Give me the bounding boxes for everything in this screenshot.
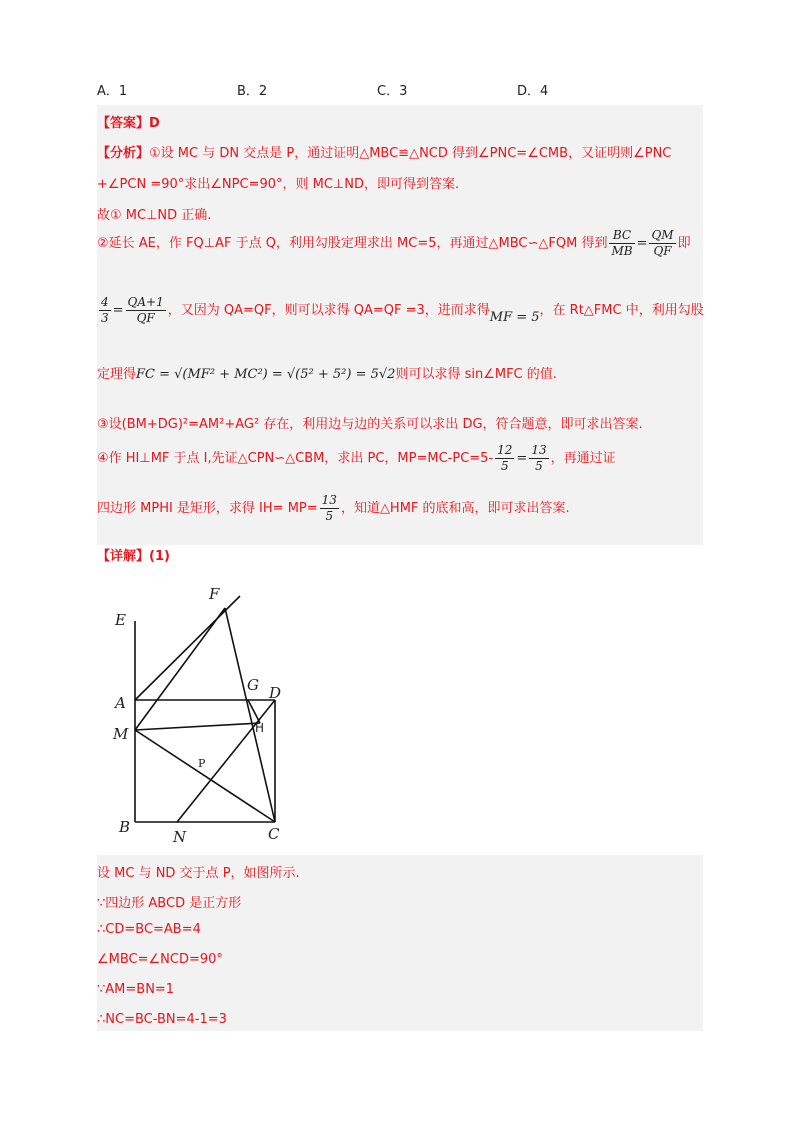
analysis-label: 【分析】 <box>97 146 150 161</box>
fraction-13-5-b: $\frac{13}{5}$ <box>321 493 337 523</box>
geometry-diagram <box>97 573 307 847</box>
analysis-line-7: ③设(BM+DG)²=AM²+AG² 存在，利用边与边的关系可以求出 DG，符合题意，即可求出答案. <box>97 417 643 432</box>
detail-line <box>97 545 170 564</box>
solution-line-2: ∵四边形 ABCD 是正方形 <box>97 896 242 911</box>
analysis-line-2: +∠PCN =90°求出∠NPC=90°，则 MC⊥ND，即可得到答案. <box>97 177 460 192</box>
label-f: F <box>209 585 220 603</box>
fraction-qm-qf: $\frac{QM}{QF}$ <box>651 228 674 258</box>
analysis-line-5: $\frac{4}{3}$ = $\frac{QA+1}{QF}$ ，又因为 QA=QF，则可以求得 QA=QF =3，进而求得MF = 5，在 Rt△FMC 中，利用勾股 <box>101 295 704 325</box>
fc-equation: FC = √(MF² + MC²) = √(5² + 5²) = 5√2 <box>136 367 396 382</box>
line-mh <box>135 723 260 730</box>
label-c: C <box>268 825 280 843</box>
detail-value: (1) <box>149 549 170 564</box>
fraction-bc-mb: $\frac{BC}{MB}$ <box>611 228 633 258</box>
answer-line <box>97 112 160 131</box>
label-b: B <box>119 818 131 836</box>
analysis-line-8: ④作 HI⊥MF 于点 I,先证△CPN∽△CBM，求出 PC，MP=MC-PC=5- $\frac{12}{5}$ = $\frac{13}{5}$ ，再通过证 <box>97 443 616 473</box>
geometry-figure <box>97 573 307 847</box>
solution-line-6: ∴NC=BC-BN=4-1=3 <box>97 1012 227 1027</box>
line-mf <box>135 608 225 730</box>
line-mc <box>135 730 275 822</box>
label-a: A <box>115 694 126 712</box>
choice-b: B．2 <box>237 84 268 99</box>
solution-line-1: 设 MC 与 ND 交于点 P，如图所示. <box>97 866 300 881</box>
choice-a: A．1 <box>97 84 128 99</box>
analysis-line-4: ②延长 AE，作 FQ⊥AF 于点 Q，利用勾股定理求出 MC=5，再通过△MBC∽△FQM 得到 $\frac{BC}{MB}$ = $\frac{QM}{QF}$ 即 <box>97 228 691 258</box>
solution-line-4: ∠MBC=∠NCD=90° <box>97 952 223 967</box>
solution-background <box>97 855 703 1031</box>
solution-line-5: ∵AM=BN=1 <box>97 982 175 997</box>
analysis-line-1: 【分析】①设 MC 与 DN 交点是 P，通过证明△MBC≌△NCD 得到∠PNC=∠CMB，又证明则∠PNC <box>97 146 672 161</box>
analysis-line-6: 定理得FC = √(MF² + MC²) = √(5² + 5²) = 5√2则可以求得 sin∠MFC 的值. <box>97 367 557 382</box>
fraction-4-3: $\frac{4}{3}$ <box>101 295 109 325</box>
choice-d: D．4 <box>517 84 549 99</box>
fraction-12-5: $\frac{12}{5}$ <box>497 443 513 473</box>
analysis-line-9: 四边形 MPHI 是矩形，求得 IH= MP= $\frac{13}{5}$ ，知道△HMF 的底和高，即可求出答案. <box>97 493 570 523</box>
label-d: D <box>269 684 282 702</box>
detail-label: 【详解】 <box>97 549 150 564</box>
fraction-qa1-qf: $\frac{QA+1}{QF}$ <box>127 295 164 325</box>
mf-equation: MF = 5 <box>489 310 540 325</box>
label-m: M <box>113 725 129 743</box>
fraction-13-5: $\frac{13}{5}$ <box>531 443 547 473</box>
line-a-to-top <box>135 596 240 700</box>
line-fc <box>225 608 275 822</box>
analysis-line-3: 故① MC⊥ND 正确. <box>97 208 212 223</box>
answer-value: D <box>149 116 160 131</box>
label-g: G <box>247 676 259 694</box>
label-n: N <box>173 828 187 846</box>
answer-label: 【答案】 <box>97 116 150 131</box>
label-e: E <box>115 611 126 629</box>
choice-c: C．3 <box>377 84 408 99</box>
label-h: H <box>255 721 265 735</box>
answer-choices <box>97 80 697 100</box>
label-p: P <box>198 757 206 770</box>
solution-line-3: ∴CD=BC=AB=4 <box>97 922 201 937</box>
